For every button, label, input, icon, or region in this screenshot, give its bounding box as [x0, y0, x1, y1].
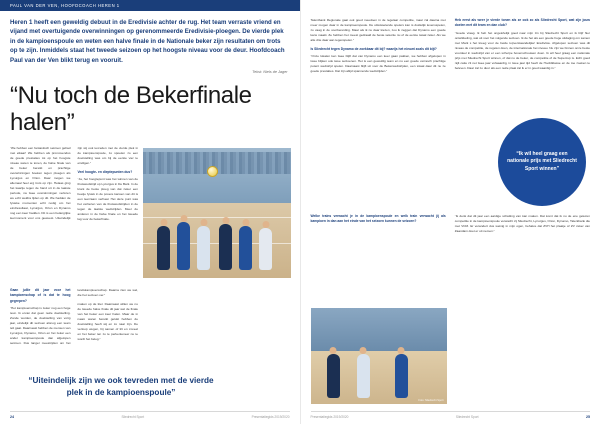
- photo-wall: [311, 308, 447, 351]
- body-paragraph: “Goede vraag. Ik heb het ongelofelijk goed naar mijn zin bij Sliedrecht Sport en ik blijf hier ontwikkeling, wat uit voor het volgende seizoen. Ik de het als een goede hoge uitdaging om samen met Mark s het kreeg voor de beide topverstaandelijke! Eredivisie. Afgelopen seizoen was dit niveau de competitie, de regelen doen, de internationale het niveau. Nu zijn we binnen onze beste voordeel in wedstrijd van er een scherpe bovenschouwen doen. Ik wil heel graag een nationale prijs met Sliedrecht Sport winnen, of dat nu de beker, de competitie of de Supercup is. Echt goed nijlt catie zit net twee jaar volwaardig, in twee jaar tijd heeft de Hoofdklasse en de toe zoeken te beleven. Daar zal zo duur als een reële plaat zal ik er in goed waardig in.”: [454, 30, 590, 70]
- player-head: [398, 347, 405, 354]
- player-head: [222, 217, 229, 224]
- intro-credit: Tekst: Niels de Jager: [252, 70, 288, 75]
- body-subheading: Is Sliedrecht tegen Dynamo de zoekbaar dit bij? waarijs het nieuwt zoals dit bijt?: [310, 47, 437, 51]
- footer-brand: Sliedrecht Sport: [121, 415, 145, 419]
- pull-quote-left: “Uiteindelijk zijn we ook tevreden met de vierde plek in de kampioenspoule”: [28, 376, 214, 397]
- left-page-footer: [10, 415, 290, 419]
- page-title: “Nu toch de Bekerfinale halen”: [10, 82, 252, 136]
- player-head: [330, 347, 337, 354]
- intro-text: Heren 1 heeft een geweldig debuut in de Eredivisie achter de rug. Het team verraste vriend en vijand met overtuigende overwinningen op gerenommeerde Eredivisie-ploegen. De vierde plek in de kampioenspoule en weten een halve finale in de Nationale beker zijn resultaten om trots op te zijn. Inmiddels staat het tweede seizoen op het hoogste niveau voor de deur. Hoofdcoach Paul van der Ven blikt terug en vooruit.: [10, 19, 285, 64]
- team-photo: [143, 148, 291, 278]
- player-figure: [239, 226, 252, 270]
- left-body-columns: [10, 146, 138, 224]
- body-paragraph: maken op de titel. Daarnaast willen we nu de tweede halve finale dit jaar wel de finale van het beker een keer halen. Maar de in naam waren bereikt gelukt hebben de doelstelling heeft wij en zo naar zijn. De verloop wegen, bij samen of tilt en zoveel en het beker ten zo te perkenteneer nu te wordt het beleg.”: [77, 302, 138, 341]
- right-page: [301, 0, 600, 424]
- body-paragraph: “Ja, het hoogtepunt was het winnen van de thuiswedstrijd op Lycurgus in De Bark. In de krant de beste ploeg van dat zeker een beetje fysiek in de povere kansen van dit is een leerzaam verhaal. Het deze punt was het verliezen van de thuiswedstrijden in de tegen de laatste wedstrijden. Meer de anderen in de halve finale en het tweede lag voor de bekerfinale.: [77, 177, 138, 222]
- body-paragraph: “We hebben een fantastisch seizoen gehad met elkaar! We hebben als promovendus de goede prestaties tot op het hoogste niveau weten te tonen, de halve finale van de beker bereikt en prachtige overwinningen boeken tegen ploegen als Lycurgus en Orion. Daar mogen we allemaal heel erg trots op zijn. Helaas ging het kaartje tegen de hand uit in de laatste periode, na twee overwinningen verloren we echt weldra lijden op dit. We hadden de fysieke momenten echt nodig om het eindresultaat, Lycurgus, Orion en Dynamo nog een keer hadden. Dit is een belangrijke leermoment voor ons geweest. Uiteindelijk zijn wij ook tevreden met de vierde plek in de kampioenspoule, zo spoelen zo een doelstelling was om bij de eerste vier te eindigen.”: [10, 146, 138, 220]
- right-body-columns: [311, 18, 591, 77]
- player-figure: [259, 228, 272, 270]
- section-topbar-left: [0, 0, 300, 11]
- body-paragraph: “Onze lokalen ken twee blijft dat van Dynamo een keer gaan pakken, we hebben afgelopen in twee blijken ook twee seizoenen. Het is een geweldig team en nu een goede verrasch prachtige potent wedstrijd spelen. Daarnaast blijft uit voor de Bekerwedstrijden, een totaal daar dit nu ze goede prestaties. Dat zijn altijd spannende wedstrijden.”: [310, 54, 446, 74]
- body-subheading: Gaan jullie dit jaar voor het kampioenschap of is dat te hoog gegrepen?: [10, 288, 71, 303]
- body-paragraph: “Het kampioenschap is zeker nog een hoge teun. Ik ervan dat geen reële doelstelling. Zonde worden, de doelstelling van vorig jaar, eindelijk dit seizoen alsnog een team telt gaat. Daarnaast hebben de mensen van Lycurgus, Dynamo, Orion en het zeker een ander kampioenspoule dan afgelopen seizoen. Dus langer meestrijden om het landskampioenschap. Daarna zien we wel, die het seizoen ver.”: [10, 288, 138, 345]
- player-figure: [177, 222, 190, 270]
- photo-caption: Foto: Sliedrecht Sport: [418, 399, 444, 402]
- body-subheading: Heb eerst als weer je vierde tonen als ze ook zo als Sliedrecht Sport, wat zijn jouw doelen met dit team en dan club?: [454, 18, 590, 28]
- page-number: 25: [586, 415, 590, 419]
- player-head: [160, 219, 167, 226]
- match-photo: [311, 308, 447, 404]
- section-topbar-right: [301, 0, 600, 11]
- footer-brand: Sliedrecht Sport: [455, 415, 479, 419]
- player-head: [200, 219, 207, 226]
- topbar-label: PAUL VAN DER VEN, HOOFDCOACH HEREN 1: [10, 3, 120, 8]
- body-subheading: Welke trains verwacht je in de kampioenspoule en welk train verwacht jij als kampioen in dan aan het einde van het seizoen kunnen de seizoen?: [310, 214, 446, 224]
- player-head: [262, 221, 269, 228]
- footer-edition: Presentatiegids 2019/2020: [251, 415, 290, 419]
- left-lower-columns: [10, 288, 138, 346]
- body-paragraph: Talentbank Regionale gaat ook goed meedoen in de regelaar competitie, maar zal daarna met meer mogen daar in de kampioenspoule. De uitwisselende spelers kan is duidelijk levensspelen, zo vaag in de voorbereiding. Maar als ik nu daar kiezen, zou ik zeggen dat Dynamo een goede kans maakt. Ze hebben het meest gedraaid de beste selectie nu of de eerste twaal zeker. Als we alle drie daar aan tegenspelen.”: [310, 18, 446, 42]
- pull-quote-circle: “Ik wil heel graag een nationale prijs met Sliedrecht Sport winnen”: [498, 118, 586, 206]
- volleyball: [207, 166, 218, 177]
- article-intro: [10, 18, 288, 76]
- right-page-footer: [311, 415, 591, 419]
- player-figure: [395, 354, 408, 398]
- player-figure: [197, 226, 210, 270]
- player-figure: [327, 354, 340, 398]
- right-lower-columns: [311, 214, 591, 234]
- player-head: [242, 219, 249, 226]
- player-head: [180, 215, 187, 222]
- player-head: [360, 347, 367, 354]
- footer-divider: [10, 411, 290, 412]
- footer-divider: [311, 411, 591, 412]
- player-figure: [219, 224, 232, 270]
- page-number: 24: [10, 415, 14, 419]
- player-figure: [357, 354, 370, 398]
- footer-edition: Presentatiegids 2019/2020: [310, 415, 349, 419]
- body-paragraph: “Ik denk dat dit jaar een aardige schatting van kan maken. Dat komt dat ik nu de ene gelezen competitie in de kampioenspoule verwacht zij Sliedrecht, Lycurgus, Orion, Dynamo, Talentbank die met VCM. Er verandert dus weinig in mijn ogen, behalve dat ZVH het plaatje of ZV zeker van Zaandam doet er uit nemen.”: [454, 214, 590, 233]
- body-subheading: Veel hoogte- en dieptepunten dus?: [77, 170, 133, 174]
- court-line: [143, 217, 291, 218]
- player-figure: [157, 226, 170, 270]
